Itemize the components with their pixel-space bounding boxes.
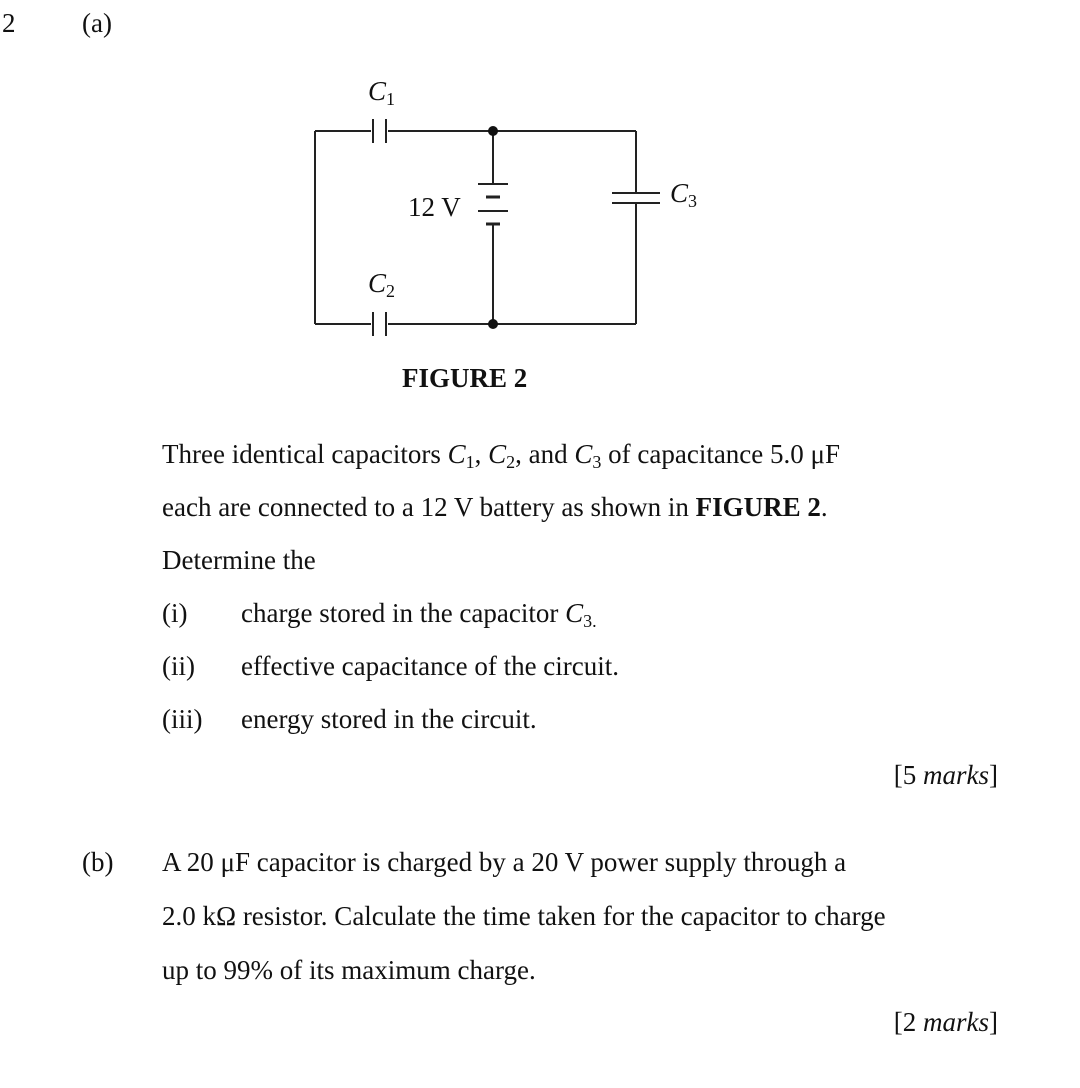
stem-line-1: Three identical capacitors $C_1$, $C_2$, and $C_3$ of capacitance 5.0 μF [162,439,841,472]
part-b-line-3: up to 99% of its maximum charge. [162,955,536,985]
battery-symbol [478,184,508,224]
part-b-marks: [2 marks] [893,1007,998,1037]
battery-label: 12 V [408,192,461,222]
c1-label: $C_1$ [368,76,396,109]
junction-top [488,126,498,136]
item-i-text: charge stored in the capacitor $C_{3.}$ [241,598,597,631]
figure-reference: FIGURE 2 [695,492,821,522]
c2-label: $C_2$ [368,268,396,301]
item-i-number: (i) [162,598,188,628]
item-ii-text: effective capacitance of the circuit. [241,651,620,681]
part-b-label: (b) [82,847,114,877]
part-b-line-2: 2.0 kΩ resistor. Calculate the time taken for the capacitor to charge [162,901,886,931]
part-a-marks: [5 marks] [893,760,998,790]
item-iii-number: (iii) [162,704,203,734]
question-number: 2 [2,8,16,38]
part-a-label: (a) [82,8,112,38]
circuit-diagram [0,0,1080,400]
c3-label: $C_3$ [670,178,698,211]
stem-line-2: each are connected to a 12 V battery as shown in FIGURE 2. [162,492,828,522]
item-iii-text: energy stored in the circuit. [241,704,537,734]
figure-caption: FIGURE 2 [402,363,528,393]
capacitor-c2-symbol [373,312,386,336]
capacitor-c3-symbol [612,193,660,203]
part-b-line-1: A 20 μF capacitor is charged by a 20 V power supply through a [162,847,847,877]
junction-bottom [488,319,498,329]
capacitor-c1-symbol [373,119,386,143]
stem-line-3: Determine the [162,545,316,575]
item-ii-number: (ii) [162,651,195,681]
